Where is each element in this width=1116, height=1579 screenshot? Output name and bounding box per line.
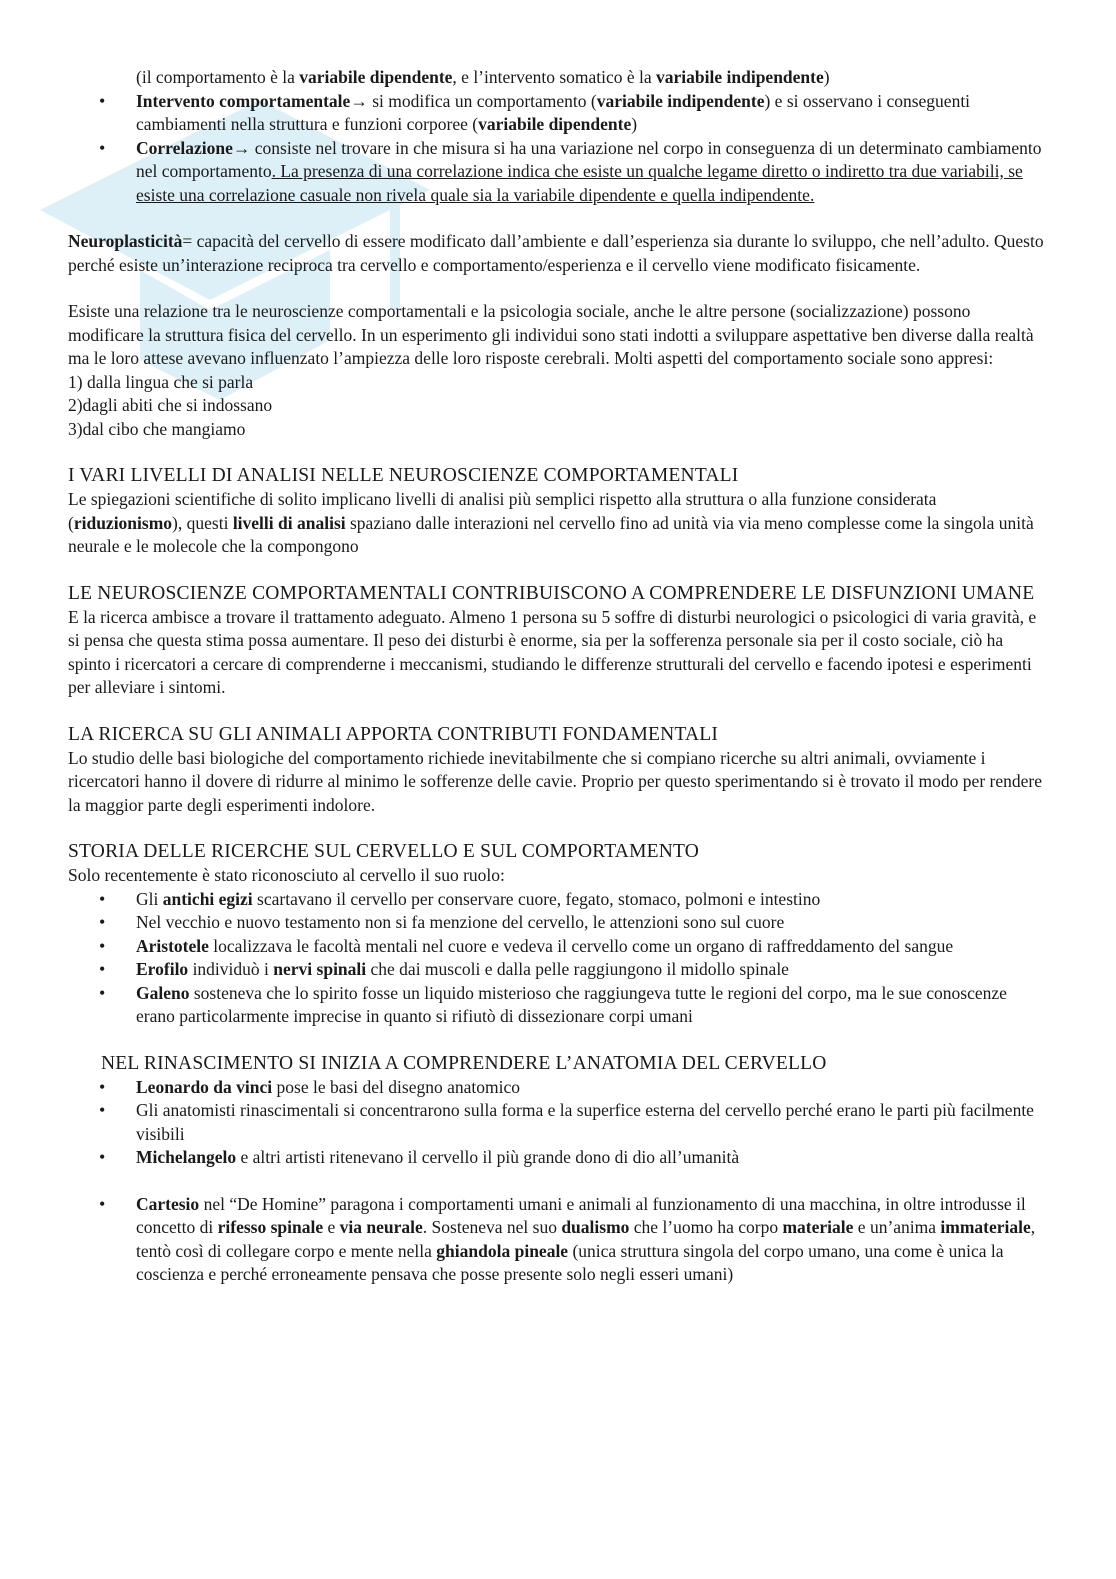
section-heading: LE NEUROSCIENZE COMPORTAMENTALI CONTRIBUISCONO A COMPRENDERE LE DISFUNZIONI UMANE [68, 582, 1035, 604]
list-item: • Aristotele localizzava le facoltà mentali nel cuore e vedeva il cervello come un organo di raffreddamento del sangue [68, 935, 1048, 959]
section-heading: NEL RINASCIMENTO SI INIZIA A COMPRENDERE L’ANATOMIA DEL CERVELLO [101, 1052, 827, 1074]
list-item: • Intervento comportamentale→ si modifica un comportamento (variabile indipendente) e si osservano i conseguenti cambiamenti nella struttura e funzioni corporee (variabile dipendente) [68, 90, 1048, 137]
section-heading: LA RICERCA SU GLI ANIMALI APPORTA CONTRIBUTI FONDAMENTALI [68, 723, 719, 745]
list-item: • Galeno sosteneva che lo spirito fosse un liquido misterioso che raggiungeva tutte le regioni del corpo, ma le sue conoscenze erano particolarmente imprecise in quanto si rifiutò di dissezionare corpi umani [68, 982, 1048, 1029]
list-item: • Erofilo individuò i nervi spinali che dai muscoli e dalla pelle raggiungono il midollo spinale [68, 958, 1048, 982]
list-item: • Gli anatomisti rinascimentali si concentrarono sulla forma e la superfice esterna del cervello perché erano le parti più facilmente visibili [68, 1099, 1048, 1146]
list-item: • Correlazione→ consiste nel trovare in che misura si ha una variazione nel corpo in conseguenza di un determinato cambiamento nel comportamento. La presenza di una correlazione indica che esiste un qualche legame diretto o indiretto tra due variabili, se esiste una correlazione casuale non rivela quale sia la variabile dipendente e quella indipendente. [68, 137, 1048, 208]
list-item: • Michelangelo e altri artisti ritenevano il cervello il più grande dono di dio all’umanità [68, 1146, 1048, 1170]
history-bullet-list [68, 888, 1048, 1029]
social-paragraph: Esiste una relazione tra le neuroscienze comportamentali e la psicologia sociale, anche le altre persone (socializzazione) possono modificare la struttura fisica del cervello. In un esperimento gli individui sono stati indotti a sviluppare aspettative ben diverse dalla realtà ma le loro attese avevano influenzato l’ampiezza delle loro risposte cerebrali. Molti aspetti del comportamento sociale sono appresi: [68, 301, 1034, 368]
section-heading: STORIA DELLE RICERCHE SUL CERVELLO E SUL COMPORTAMENTO [68, 841, 700, 862]
section-paragraph: Lo studio delle basi biologiche del comportamento richiede inevitabilmente che si compiano ricerche su altri animali, ovviamente i ricercatori hanno il dovere di ridurre al minimo le sofferenze delle cavie. Proprio per questo sperimentando si è trovato il modo per rendere la maggior parte degli esperimenti indolore. [68, 747, 1042, 815]
section-intro: Solo recentemente è stato riconosciuto al cervello il suo ruolo: [68, 865, 505, 885]
list-item: 3)dal cibo che mangiamo [68, 418, 246, 439]
list-item: 2)dagli abiti che si indossano [68, 395, 273, 415]
neuroplasticity-paragraph: Neuroplasticità= capacità del cervello di essere modificato dall’ambiente e dall’esperienza sia durante lo sviluppo, che nell’adulto. Questo perché esiste un’interazione reciproca tra cervello e comportamento/esperienza e il cervello viene modificato fisicamente. [68, 231, 1044, 275]
list-item: • Nel vecchio e nuovo testamento non si fa menzione del cervello, le attenzioni sono sul cuore [68, 911, 1048, 935]
section-heading: I VARI LIVELLI DI ANALISI NELLE NEUROSCIENZE COMPORTAMENTALI [68, 465, 739, 486]
document-page [68, 66, 1048, 1287]
section-paragraph: Le spiegazioni scientifiche di solito implicano livelli di analisi più semplici rispetto alla struttura o alla funzione considerata (riduzionismo), questi livelli di analisi spaziano dalle interazioni nel cervello fino ad unità via via meno complesse come la singola unità neurale e le molecole che la compongono [68, 489, 1034, 556]
list-item: • Leonardo da vinci pose le basi del disegno anatomico [68, 1076, 1048, 1100]
renaissance-bullet-list [68, 1076, 1048, 1287]
top-continuation-line: (il comportamento è la variabile dipendente, e l’intervento somatico è la variabile indipendente) [136, 67, 830, 87]
top-bullet-list [68, 90, 1048, 208]
list-item: 1) dalla lingua che si parla [68, 371, 254, 392]
list-item: • Gli antichi egizi scartavano il cervello per conservare cuore, fegato, stomaco, polmoni e intestino [68, 888, 1048, 912]
list-item: • Cartesio nel “De Homine” paragona i comportamenti umani e animali al funzionamento di una macchina, in oltre introdusse il concetto di rifesso spinale e via neurale. Sosteneva nel suo dualismo che l’uomo ha corpo materiale e un’anima immateriale, tentò così di collegare corpo e mente nella ghiandola pineale (unica struttura singola del corpo umano, una come è unica la coscienza e perché erroneamente pensava che posse presente solo negli esseri umani) [68, 1193, 1048, 1287]
section-paragraph: E la ricerca ambisce a trovare il trattamento adeguato. Almeno 1 persona su 5 soffre di disturbi neurologici o psicologici di varia gravità, e si pensa che questa stima possa aumentare. Il peso dei disturbi è enorme, sia per la sofferenza personale sia per il costo sociale, ciò ha spinto i ricercatori a cercare di comprenderne i meccanismi, studiando le differenze strutturali del cervello e facendo ipotesi e esperimenti per alleviare i sintomi. [68, 606, 1037, 697]
